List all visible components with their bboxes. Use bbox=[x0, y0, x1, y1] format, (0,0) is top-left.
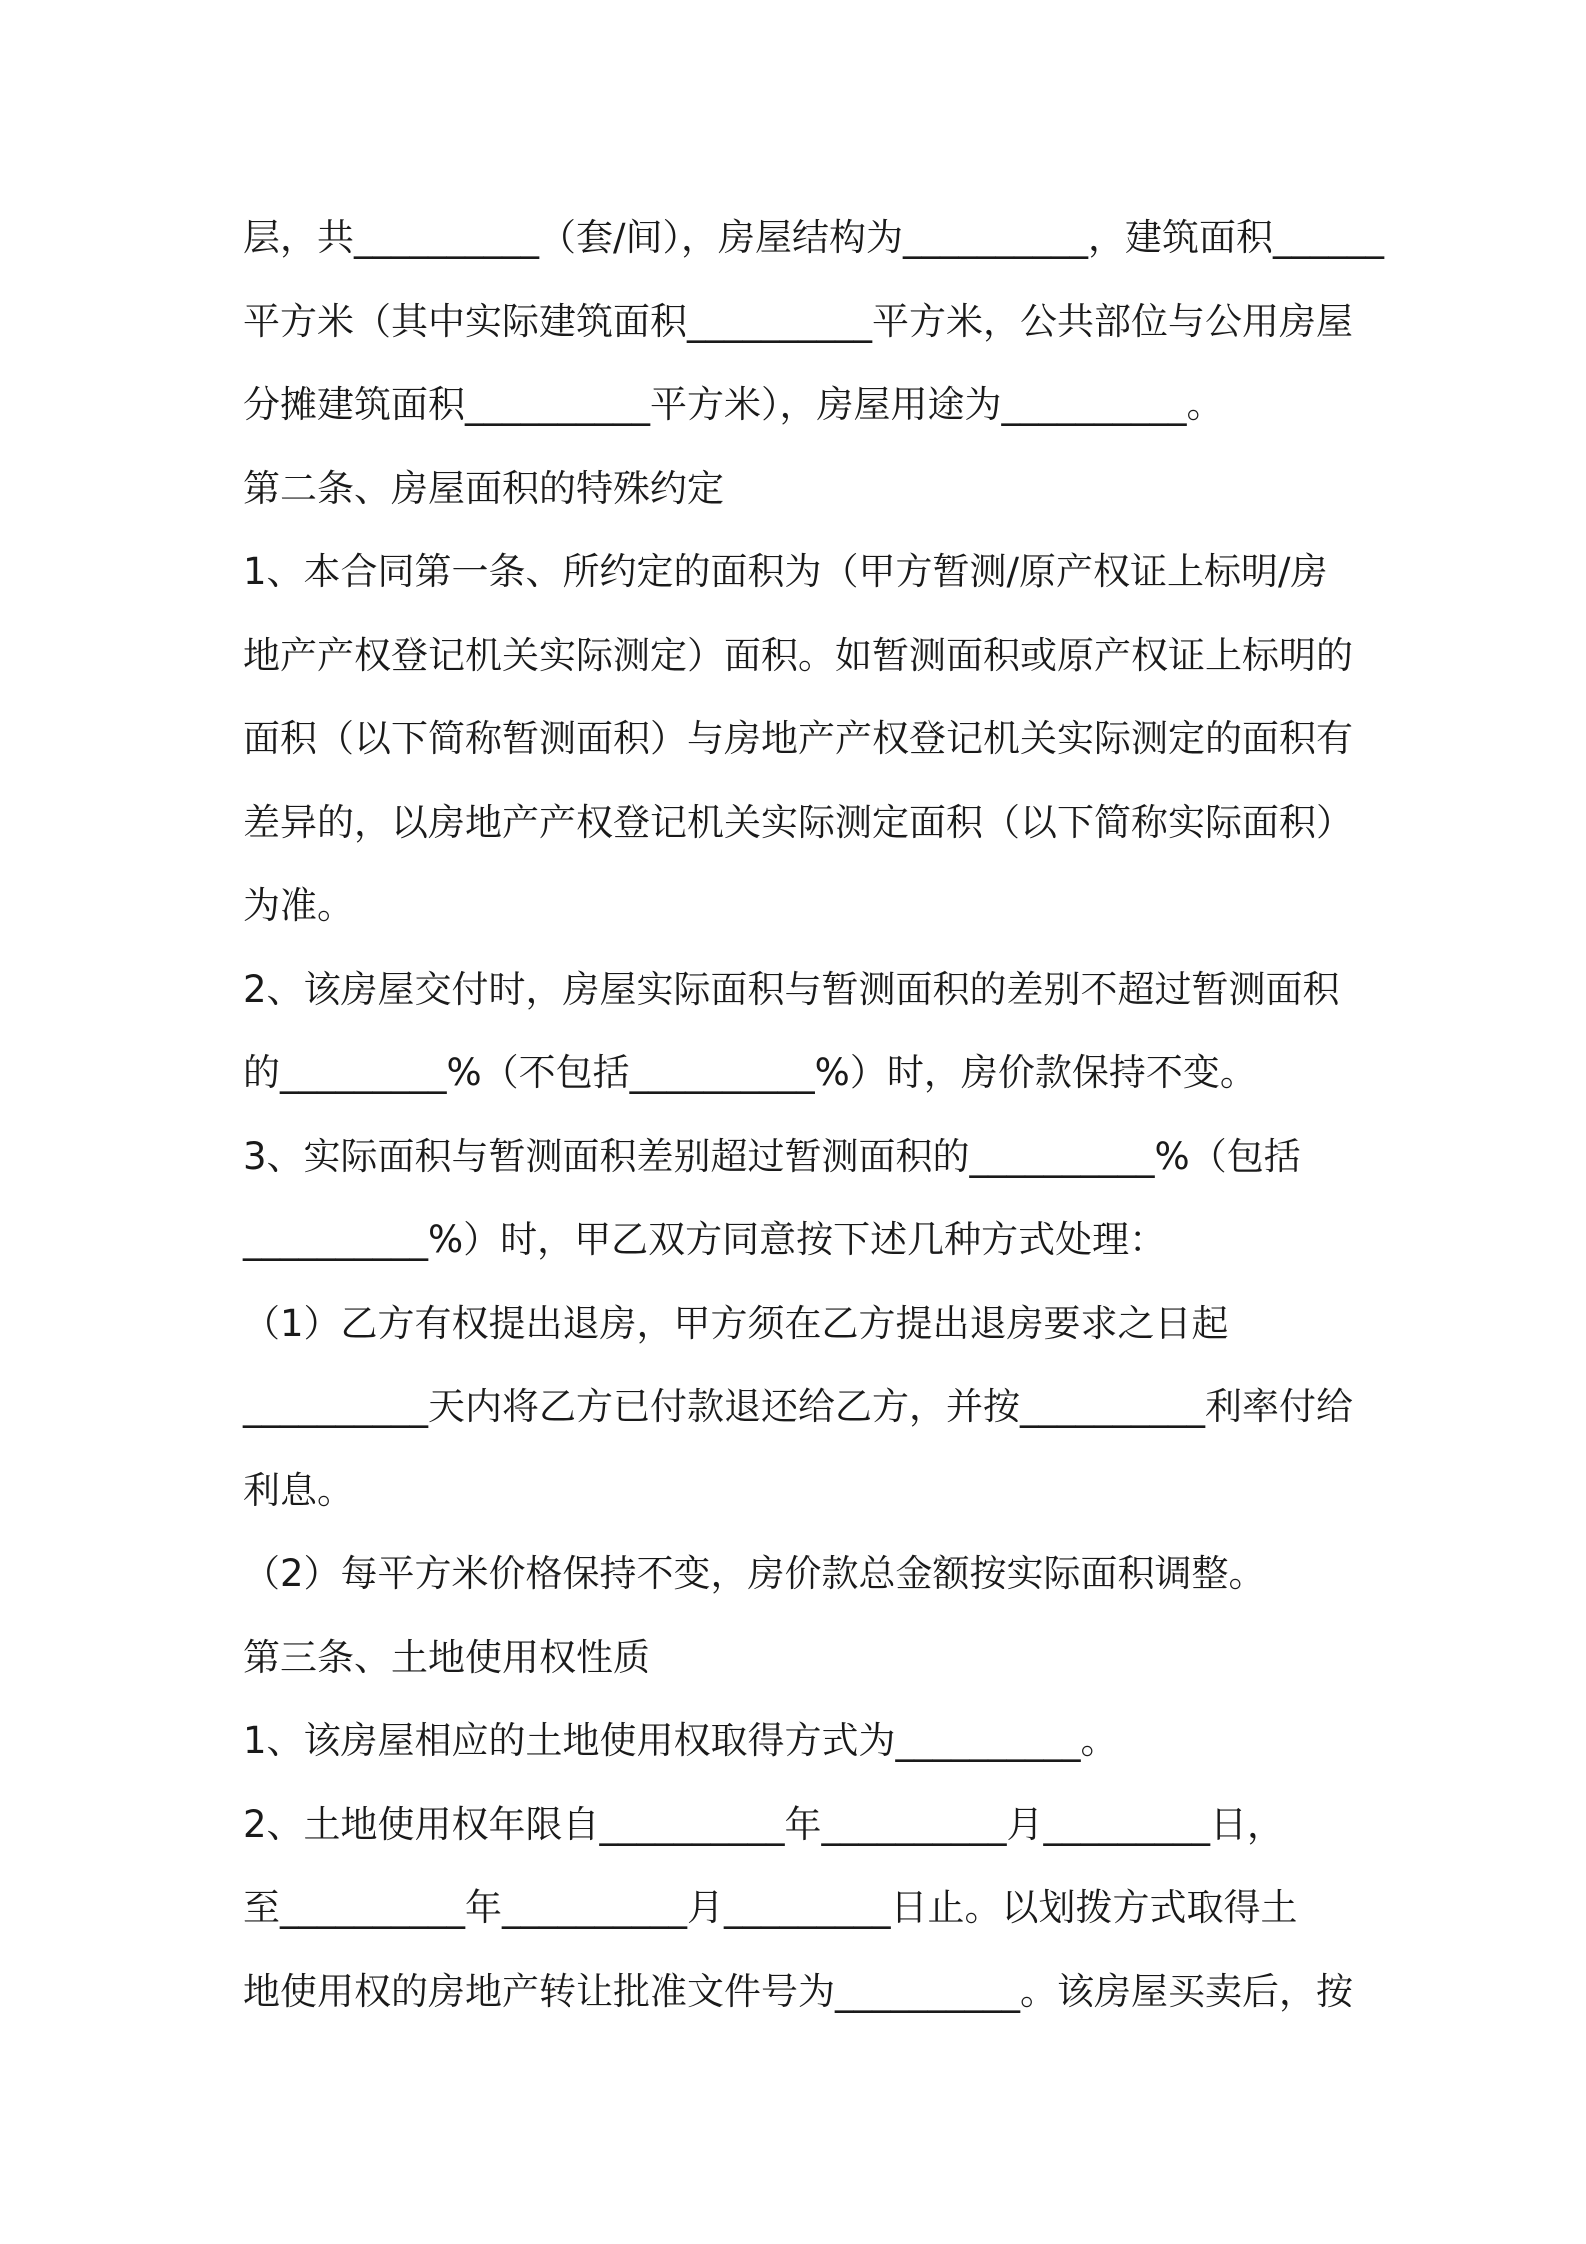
text-line: 地产产权登记机关实际测定）面积。如暂测面积或原产权证上标明的 bbox=[243, 633, 1353, 677]
text-line: 2、土地使用权年限自__________年__________月_________日， bbox=[243, 1802, 1285, 1846]
text-line: 的_________%（不包括__________%）时，房价款保持不变。 bbox=[243, 1051, 1257, 1094]
text-line: 利息。 bbox=[243, 1468, 354, 1512]
text-line: 3、实际面积与暂测面积差别超过暂测面积的__________%（包括 bbox=[243, 1134, 1301, 1178]
text-line: 地使用权的房地产转让批准文件号为__________。该房屋买卖后，按 bbox=[243, 1969, 1353, 2013]
text-line: __________%）时，甲乙双方同意按下述几种方式处理： bbox=[243, 1218, 1167, 1261]
text-line: 面积（以下简称暂测面积）与房地产产权登记机关实际测定的面积有 bbox=[243, 717, 1353, 760]
text-line: 1、本合同第一条、所约定的面积为（甲方暂测/原产权证上标明/房 bbox=[243, 550, 1328, 593]
text-line: 至__________年__________月_________日止。以划拨方式取得土 bbox=[243, 1886, 1298, 1929]
text-line: __________天内将乙方已付款退还给乙方，并按__________利率付给 bbox=[243, 1385, 1353, 1428]
text-line: 层，共__________（套/间），房屋结构为__________，建筑面积______ bbox=[243, 216, 1384, 259]
section-heading: 第二条、房屋面积的特殊约定 bbox=[243, 466, 724, 510]
text-line: 1、该房屋相应的土地使用权取得方式为__________。 bbox=[243, 1719, 1118, 1762]
text-line: 2、该房屋交付时，房屋实际面积与暂测面积的差别不超过暂测面积 bbox=[243, 967, 1340, 1011]
contract-body bbox=[243, 196, 1384, 2033]
section-heading: 第三条、土地使用权性质 bbox=[243, 1635, 650, 1679]
text-line: 分摊建筑面积__________平方米），房屋用途为__________。 bbox=[243, 383, 1224, 426]
text-line: （1）乙方有权提出退房，甲方须在乙方提出退房要求之日起 bbox=[243, 1301, 1229, 1345]
text-line: 差异的，以房地产产权登记机关实际测定面积（以下简称实际面积） bbox=[243, 800, 1353, 844]
text-line: 平方米（其中实际建筑面积__________平方米，公共部位与公用房屋 bbox=[243, 299, 1353, 343]
text-line: （2）每平方米价格保持不变，房价款总金额按实际面积调整。 bbox=[243, 1552, 1266, 1595]
text-line: 为准。 bbox=[243, 884, 354, 927]
